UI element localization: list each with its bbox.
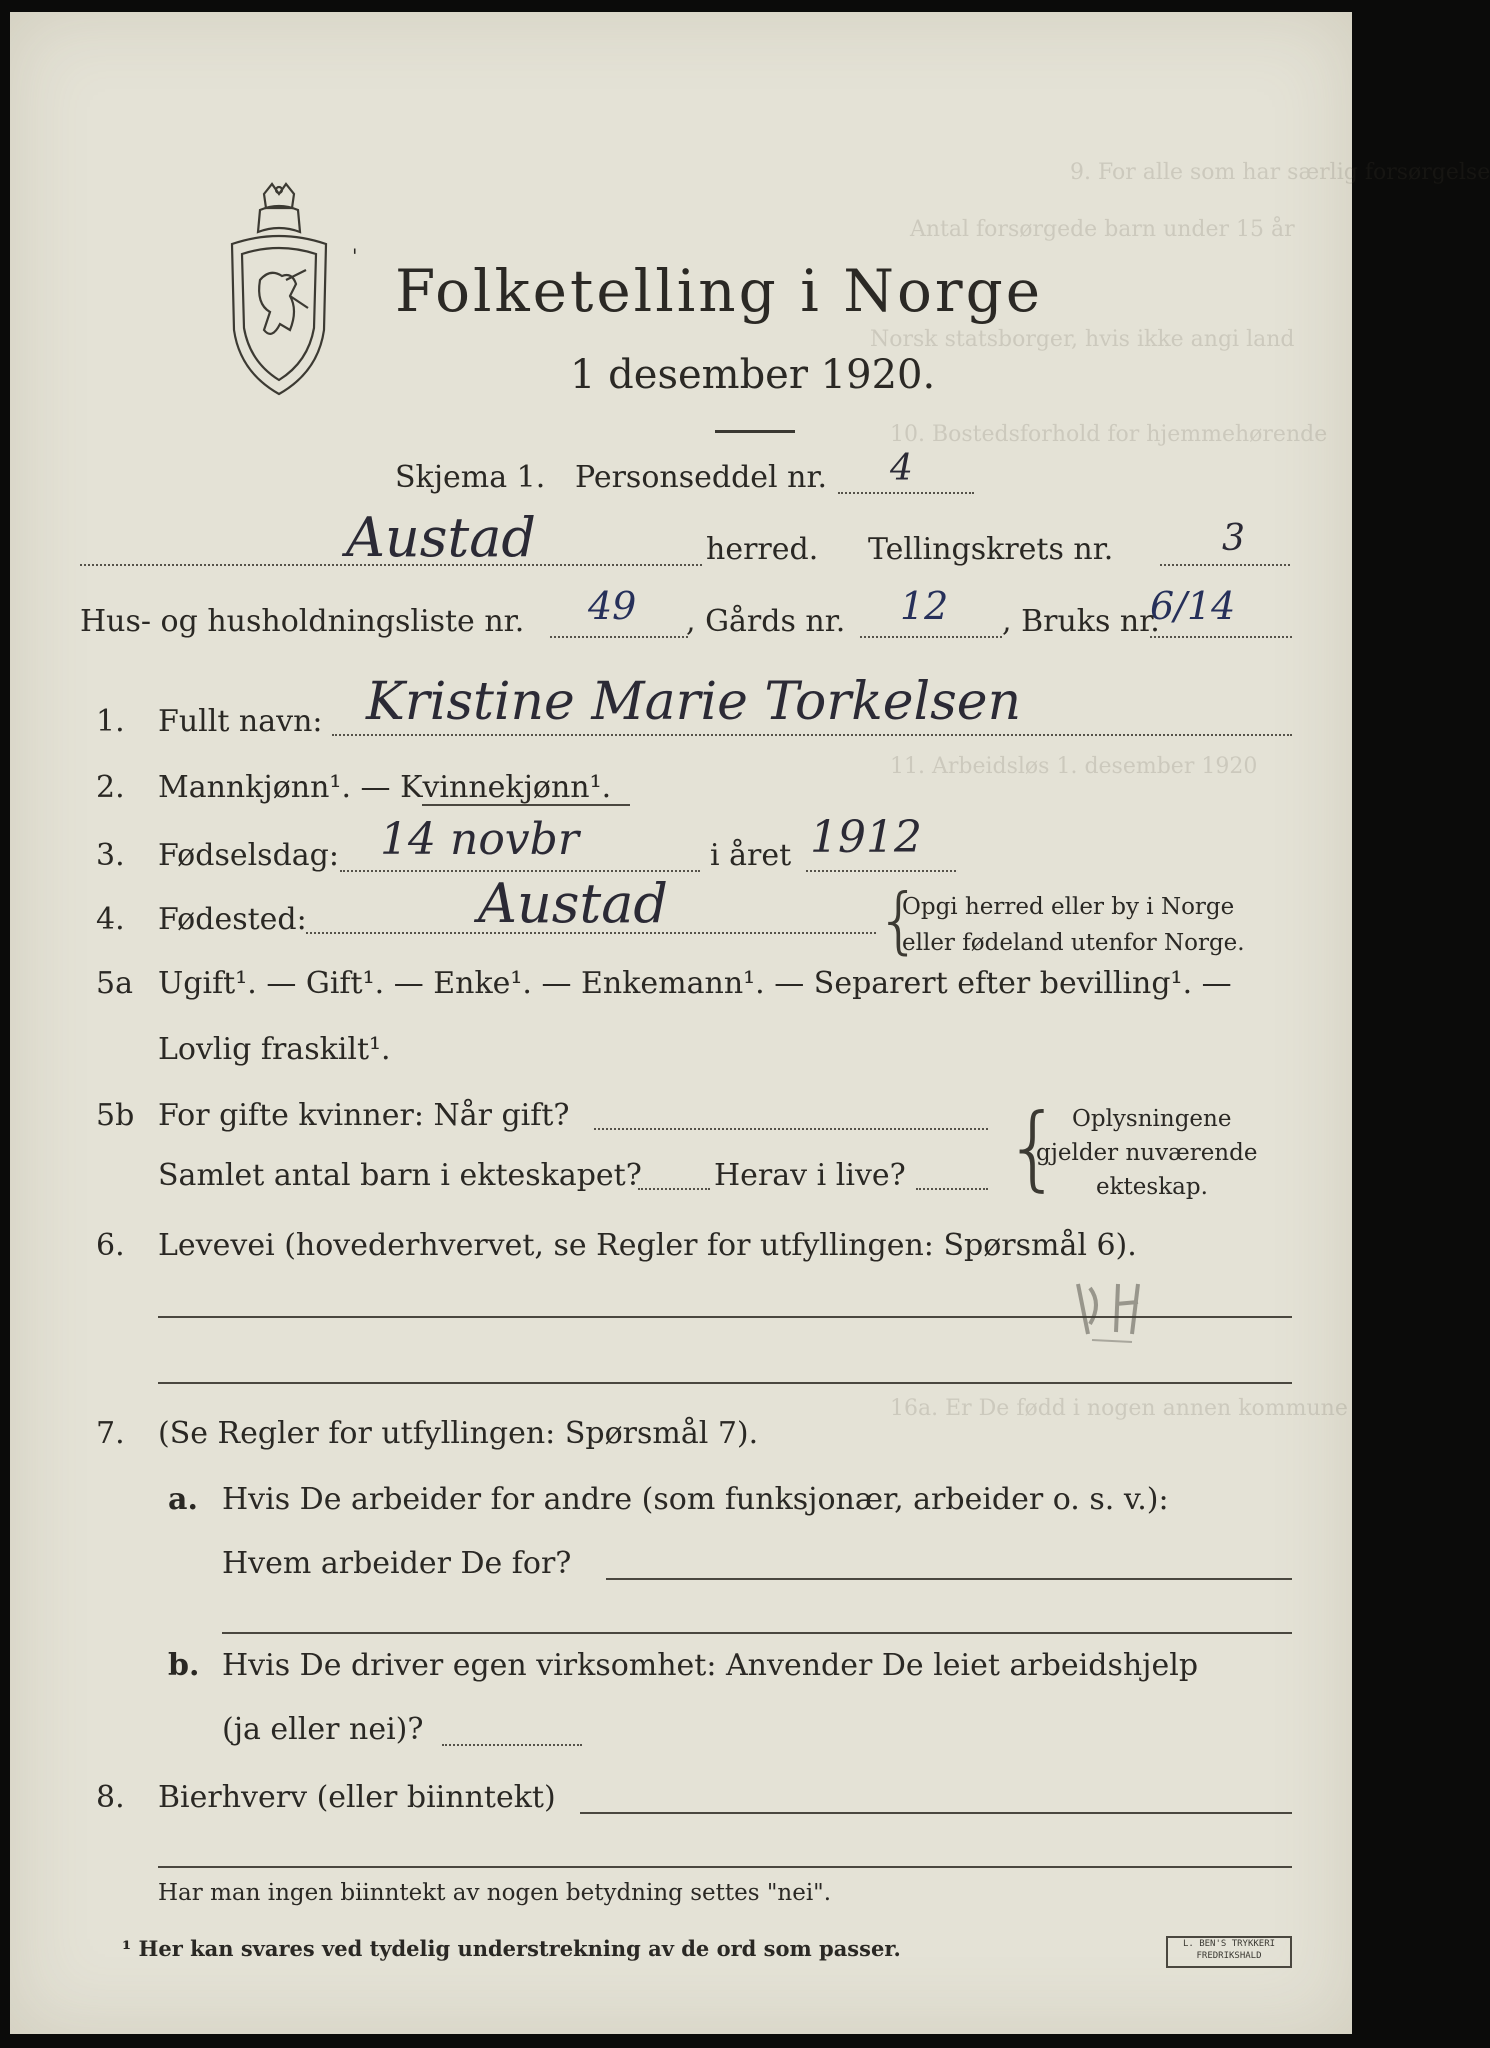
q4-brace: { (876, 878, 922, 962)
printer-stamp-line1: L. BEN'S TRYKKERI (1182, 1939, 1276, 1949)
census-form (10, 12, 1490, 2034)
q8-label: Bierhverv (eller biinntekt) (158, 1780, 556, 1815)
tellingskrets-line (1160, 564, 1290, 566)
q5b-note-line1: Oplysningene (1072, 1106, 1232, 1132)
personseddel-line (838, 492, 974, 494)
q5b-note-line3: ekteskap. (1096, 1174, 1208, 1200)
q1-line (332, 734, 1292, 736)
q6-number: 6. (96, 1228, 125, 1263)
q7b-line2: (ja eller nei)? (222, 1712, 424, 1747)
q7b-line1: Hvis De driver egen virksomhet: Anvender De leiet arbeidshjelp (222, 1648, 1199, 1683)
q7a-number: a. (168, 1482, 198, 1517)
bleed-through-text: 10. Bostedsforhold for hjemmehørende (890, 422, 1328, 447)
q2-number: 2. (96, 770, 125, 805)
q6-answer-line2 (158, 1382, 1292, 1384)
printer-stamp-line2: FREDRIKSHALD (1196, 1951, 1262, 1961)
personseddel-label: Personseddel nr. (575, 460, 828, 495)
bruks-line (1150, 636, 1292, 638)
title-divider (715, 430, 795, 433)
q4-number: 4. (96, 902, 125, 937)
kvinnekjonn-underline (422, 804, 630, 806)
q7a-line2: Hvem arbeider De for? (222, 1546, 572, 1581)
bleed-through-text: Antal forsørgede barn under 15 år (910, 217, 1295, 242)
q3-year-line (806, 870, 956, 872)
q7a-answer-line1 (606, 1578, 1292, 1580)
q5b-alive-label: Herav i live? (714, 1158, 906, 1193)
herred-value[interactable]: Austad (346, 506, 536, 569)
q5b-note-line2: gjelder nuværende (1036, 1140, 1258, 1166)
q5b-line1: For gifte kvinner: Når gift? (158, 1098, 570, 1133)
q3-day-value[interactable]: 14 novbr (380, 814, 579, 865)
tellingskrets-label: Tellingskrets nr. (868, 532, 1114, 567)
footnote: ¹ Her kan svares ved tydelig understrekning av de ord som passer. (122, 1936, 901, 1961)
printer-stamp (1166, 1936, 1292, 1968)
gards-line (860, 636, 1002, 638)
q1-label: Fullt navn: (158, 704, 323, 739)
q6-label: Levevei (hovederhvervet, se Regler for utfyllingen: Spørsmål 6). (158, 1228, 1137, 1263)
q4-label: Fødested: (158, 902, 307, 937)
q5b-children-label: Samlet antal barn i ekteskapet? (158, 1158, 642, 1193)
q8-answer-line1 (580, 1812, 1292, 1814)
skjema-label: Skjema 1. (395, 460, 546, 495)
bleed-through-text: 16a. Er De fødd i nogen annen kommune (890, 1396, 1348, 1421)
q4-note-line2: eller fødeland utenfor Norge. (902, 930, 1245, 956)
q1-value[interactable]: Kristine Marie Torkelsen (366, 672, 1022, 732)
tellingskrets-value[interactable]: 3 (1222, 518, 1245, 559)
q5b-children-line (638, 1188, 710, 1190)
bleed-through-text: 9. For alle som har særlig forsørgelse (1070, 160, 1490, 185)
q7b-answer-line (442, 1744, 582, 1746)
q7-label: (Se Regler for utfyllingen: Spørsmål 7). (158, 1416, 759, 1451)
gards-value[interactable]: 12 (900, 584, 949, 628)
bleed-through-text: Norsk statsborger, hvis ikke angi land (870, 327, 1295, 352)
q5b-married-line (594, 1128, 988, 1130)
q4-note-line1: Opgi herred eller by i Norge (902, 894, 1235, 920)
husliste-label: Hus- og husholdningsliste nr. (80, 604, 525, 639)
bruks-label: , Bruks nr. (1002, 604, 1160, 639)
q5b-number: 5b (96, 1098, 135, 1133)
q1-number: 1. (96, 704, 125, 739)
q3-year-value[interactable]: 1912 (810, 812, 922, 863)
personseddel-value[interactable]: 4 (890, 448, 913, 489)
bruks-value[interactable]: 6/14 (1150, 584, 1236, 628)
q6-pencil-mark (1068, 1244, 1158, 1354)
q7-number: 7. (96, 1416, 125, 1451)
husliste-line (550, 636, 688, 638)
q8-number: 8. (96, 1780, 125, 1815)
nei-note: Har man ingen biinntekt av nogen betydning settes "nei". (158, 1880, 832, 1906)
q7a-line1: Hvis De arbeider for andre (som funksjonær, arbeider o. s. v.): (222, 1482, 1169, 1517)
husliste-value[interactable]: 49 (588, 584, 637, 628)
q7b-number: b. (168, 1648, 200, 1683)
q5b-brace: { (1004, 1094, 1063, 1201)
q7a-answer-line2 (222, 1632, 1292, 1634)
decorative-mark: ' (352, 244, 358, 268)
coat-of-arms-icon (220, 180, 338, 400)
q4-value[interactable]: Austad (478, 872, 668, 935)
q5a-number: 5a (96, 966, 133, 1001)
q3-number: 3. (96, 838, 125, 873)
q2-label: Mannkjønn¹. — Kvinnekjønn¹. (158, 770, 612, 805)
q8-answer-line2 (158, 1866, 1292, 1868)
form-subtitle: 1 desember 1920. (570, 352, 936, 398)
bleed-through-text: 11. Arbeidsløs 1. desember 1920 (890, 754, 1258, 779)
q5a-line1: Ugift¹. — Gift¹. — Enke¹. — Enkemann¹. — Separert efter bevilling¹. — (158, 966, 1232, 1001)
q5a-line2: Lovlig fraskilt¹. (158, 1032, 391, 1067)
gards-label: , Gårds nr. (686, 604, 846, 639)
q3-year-label: i året (710, 838, 792, 873)
form-title: Folketelling i Norge (395, 257, 1044, 325)
q5b-alive-line (916, 1188, 988, 1190)
herred-label: herred. (706, 532, 819, 567)
q3-label: Fødselsdag: (158, 838, 339, 873)
